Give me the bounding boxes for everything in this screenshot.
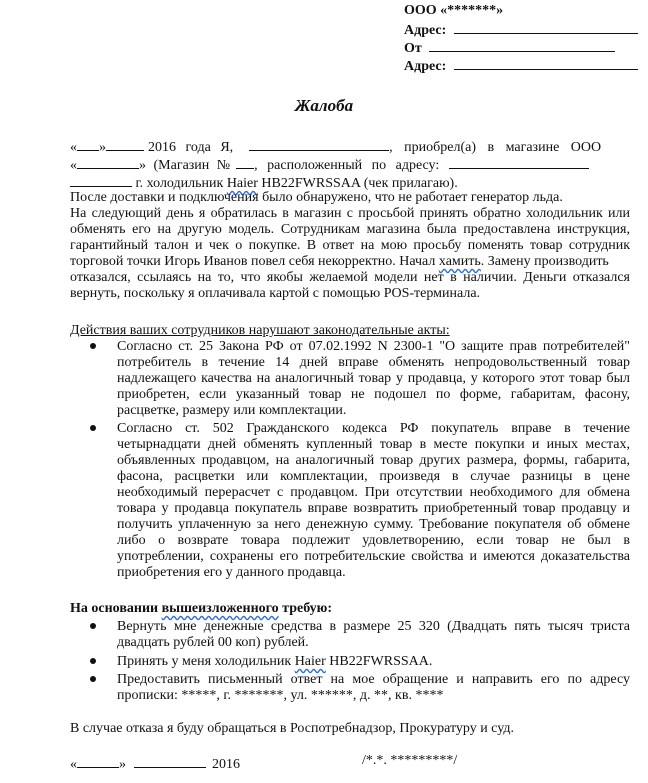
- para-line-5b: хамить: [438, 254, 481, 269]
- day-blank: [77, 137, 99, 151]
- violation-2-line: либо о возврате товара подлежит удовлетворению, если товар не был в: [117, 533, 630, 548]
- fridge-brand: Haier: [226, 176, 258, 191]
- signature-spacer: [362, 755, 422, 768]
- intro-year: 2016 года Я,: [148, 140, 234, 155]
- para-line-7: вернуть, поскольку я оплачивала картой с помощью POS-терминала.: [70, 286, 481, 301]
- para-line-6: отказался, ссылаясь на то, что якобы желаемой модели нет в наличии. Деньги отказался: [70, 270, 630, 285]
- footer-month-blank: [134, 754, 206, 768]
- footer-quote-close: »: [119, 757, 126, 772]
- violation-2-line: приобретения его у данного продавца.: [117, 565, 346, 580]
- address-row: [404, 20, 638, 38]
- quote-close: »: [99, 140, 106, 155]
- address2-row: [404, 56, 638, 74]
- intro-line-2: [70, 155, 630, 173]
- violation-1-line: Согласно ст. 25 Закона РФ от 07.02.1992 N 2300-1 "О защите прав потребителей": [117, 339, 630, 354]
- closing-statement: В случае отказа я буду обращаться в Роспотребнадзор, Прокуратуру и суд.: [70, 721, 514, 736]
- footer-date: [70, 754, 240, 772]
- address2-label: Адрес:: [404, 59, 447, 74]
- violation-2-line: получить уплаченную за него денежную сумму. Требование покупателя об обмене: [117, 517, 630, 532]
- fridge-label: г. холодильник: [135, 176, 224, 191]
- para-line-4: гарантийный талон и чек о покупке. В ответ на мою просьбу поменять товар сотрудник: [70, 238, 630, 253]
- para-line-5a: торговой точки Игорь Иванов повел себя некорректно. Начал: [70, 254, 436, 269]
- violation-2-line: употреблении, сохранены его потребительские свойства и имеются доказательства: [117, 549, 630, 564]
- from-row: [404, 38, 638, 56]
- demand-2a: Принять у меня холодильник: [117, 654, 295, 669]
- demand-1-line: двадцать рублей 00 коп) рублей.: [117, 635, 309, 650]
- violation-2-line: необходимый перерасчет с продавцом. При отсутствии необходимого для обмена: [117, 485, 630, 500]
- intro-line-1: [70, 137, 630, 155]
- footer-day-blank: [77, 754, 119, 768]
- violation-2-line: товара у продавца покупатель вправе возвратить приобретенный товар продавцу и: [117, 501, 630, 516]
- address-label: Адрес:: [404, 23, 447, 38]
- shop-name-blank: [77, 155, 139, 169]
- name-blank: [249, 137, 389, 151]
- demand-3-line: Предоставить письменный ответ на мое обращение и направить его по адресу: [117, 672, 630, 687]
- demand-2-brand: Haier: [294, 654, 326, 669]
- intro-shop: , приобрел(а) в магазине ООО: [389, 140, 602, 155]
- violation-2-line: четырнадцати дней обменять купленный товар в месте покупки и иных местах,: [117, 437, 630, 452]
- from-blank: [429, 38, 615, 52]
- shop-number-blank: [236, 155, 254, 169]
- para-line-3: обменять его на другую модель. Сотрудникам магазина была предоставлена инструкция,: [70, 222, 630, 237]
- violations-heading: Действия ваших сотрудников нарушают законодательные акты:: [70, 323, 450, 338]
- shop-number-label: » (Магазин №: [139, 158, 231, 173]
- demand-2c: HB22FWRSSAA.: [325, 654, 433, 669]
- bullet-icon: [90, 420, 98, 428]
- from-label: От: [404, 41, 422, 56]
- document-title: Жалоба: [294, 96, 354, 115]
- violation-1-line: надлежащего качества на аналогичный товар у продавца, у которого этот товар был: [117, 371, 630, 386]
- addressee-block: [404, 2, 638, 74]
- quote-open: «: [70, 140, 77, 155]
- signature-line: [362, 752, 457, 770]
- demand-2-line: [117, 653, 432, 671]
- violation-1-line: потребитель в течение 14 дней вправе обменять непродовольственный товар: [117, 355, 630, 370]
- demands-heading-b: вышеизложенного: [161, 601, 279, 616]
- shop-address-label: , расположенный по адресу:: [254, 158, 440, 173]
- city-blank: [70, 173, 132, 187]
- demand-1-line: Вернуть мне денежные средства в размере 25 320 (Двадцать пять тысяч триста: [117, 619, 630, 634]
- shop-address-blank: [449, 155, 589, 169]
- bullet-icon: [90, 671, 98, 679]
- violation-1-line: приобретен, если указанный товар не подошел по форме, габаритам, фасону,: [117, 387, 630, 402]
- signature-placeholder: /*.*. *********/: [362, 753, 458, 768]
- fridge-model: HB22FWRSSAA (чек прилагаю).: [261, 176, 458, 191]
- para-line-1: После доставки и подключения было обнаружено, что не работает генератор льда.: [70, 190, 563, 205]
- footer-year: 2016: [212, 757, 240, 772]
- violation-1-line: расцветке, размеру или комплектации.: [117, 403, 347, 418]
- demands-heading-a: На основании: [70, 601, 162, 616]
- address2-blank: [454, 56, 638, 70]
- quote-open-2: «: [70, 158, 77, 173]
- bullet-icon: [90, 618, 98, 626]
- bullet-icon: [90, 653, 98, 661]
- demand-3-line: прописки: *****, г. *******, ул. ******, д. **, кв. ****: [117, 688, 444, 703]
- violation-2-line: фасона, расцветки или комплектации, произведя в случае разницы в цене: [117, 469, 630, 484]
- footer-quote-open: «: [70, 757, 77, 772]
- violation-2-line: объявленных продавцом, на аналогичный товар других размера, формы, габарита,: [117, 453, 630, 468]
- address-blank: [454, 20, 638, 34]
- month-blank: [106, 137, 144, 151]
- demands-heading: [70, 600, 332, 618]
- demands-heading-c: требую:: [278, 601, 333, 616]
- violation-2-line: Согласно ст. 502 Гражданского кодекса РФ покупатель вправе в течение: [117, 421, 630, 436]
- org-name: ООО «*******»: [404, 3, 504, 18]
- bullet-icon: [90, 338, 98, 346]
- para-line-5c: . Замену производить: [480, 254, 609, 269]
- para-line-2: На следующий день я обратилась в магазин с просьбой принять обратно холодильник или: [70, 206, 630, 221]
